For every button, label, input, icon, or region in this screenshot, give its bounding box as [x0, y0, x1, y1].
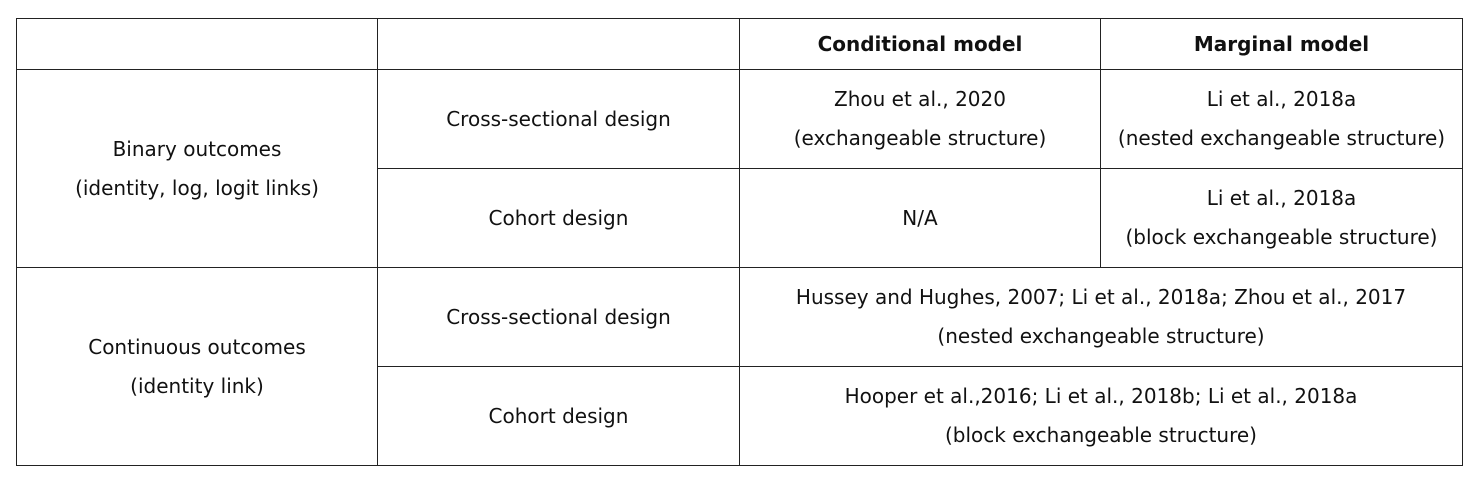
continuous-cohort-design: Cohort design	[378, 367, 740, 466]
continuous-cross-sectional-refs	[740, 268, 1463, 367]
continuous-cross-sectional-design: Cross-sectional design	[378, 268, 740, 367]
binary-cross-sectional-conditional	[740, 70, 1101, 169]
table-row	[17, 70, 1463, 169]
continuous-cs-references: Hussey and Hughes, 2007; Li et al., 2018a; Zhou et al., 2017	[795, 285, 1407, 309]
table-header-row	[17, 19, 1463, 70]
binary-cs-conditional-ref: Zhou et al., 2020	[834, 87, 1006, 111]
continuous-cohort-references: Hooper et al.,2016; Li et al., 2018b; Li et al., 2018a	[844, 384, 1358, 408]
continuous-outcomes-cell	[17, 268, 378, 466]
continuous-cohort-structure: (block exchangeable structure)	[944, 423, 1257, 447]
table-row	[17, 268, 1463, 367]
binary-cohort-design: Cohort design	[378, 169, 740, 268]
header-empty-2	[378, 19, 740, 70]
continuous-outcomes-link: (identity link)	[130, 373, 264, 398]
continuous-cohort-refs	[740, 367, 1463, 466]
header-conditional-model: Conditional model	[740, 19, 1101, 70]
header-empty-1	[17, 19, 378, 70]
binary-cohort-conditional: N/A	[740, 169, 1101, 268]
binary-cs-marginal-structure: (nested exchangeable structure)	[1117, 126, 1446, 150]
continuous-outcomes-label: Continuous outcomes	[88, 334, 306, 359]
binary-cs-marginal-ref: Li et al., 2018a	[1206, 87, 1357, 111]
binary-cross-sectional-marginal	[1101, 70, 1463, 169]
binary-cohort-marginal-structure: (block exchangeable structure)	[1125, 225, 1438, 249]
binary-outcomes-label: Binary outcomes	[112, 136, 282, 161]
binary-outcomes-cell	[17, 70, 378, 268]
binary-cohort-marginal	[1101, 169, 1463, 268]
continuous-cs-structure: (nested exchangeable structure)	[937, 324, 1265, 348]
model-summary-table	[16, 18, 1463, 466]
binary-cohort-marginal-ref: Li et al., 2018a	[1206, 186, 1357, 210]
binary-outcomes-links: (identity, log, logit links)	[75, 175, 319, 200]
binary-cs-conditional-structure: (exchangeable structure)	[793, 126, 1047, 150]
binary-cross-sectional-design: Cross-sectional design	[378, 70, 740, 169]
header-marginal-model: Marginal model	[1101, 19, 1463, 70]
